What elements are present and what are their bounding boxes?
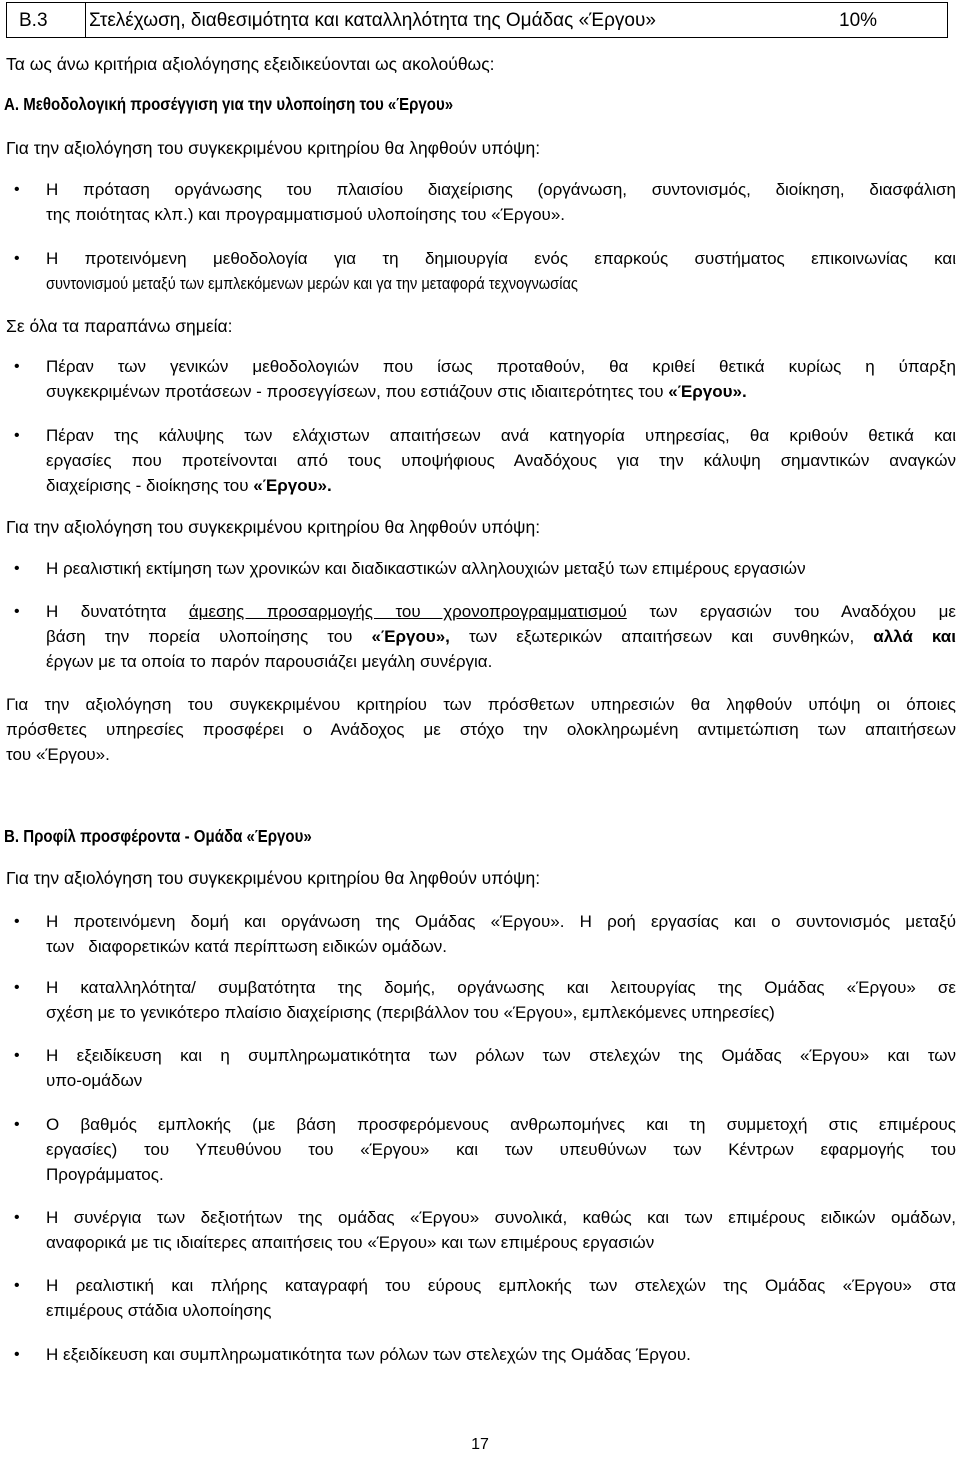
list-item-cont: βάση την πορεία υλοποίησης του «Έργου», των εξωτερικών απαιτήσεων και συνθηκών, αλλά και	[46, 627, 956, 646]
list-item: Η προτεινόμενη δομή και οργάνωση της Ομάδας «Έργου». Η ροή εργασίας και ο συντονισμός μεταξύ	[46, 912, 956, 931]
section-b-heading: Β. Προφίλ προσφέροντα - Ομάδα «Έργου»	[4, 826, 312, 846]
list-item: Η συνέργια των δεξιοτήτων της ομάδας «Έργου» συνολικά, καθώς και των επιμέρους ειδικών ομάδων,	[46, 1208, 956, 1227]
section-a-lead-1: Για την αξιολόγηση του συγκεκριμένου κριτηρίου θα ληφθούν υπόψη:	[6, 138, 541, 158]
bullet: •	[14, 1277, 20, 1294]
bullet: •	[14, 1116, 20, 1133]
bullet: •	[14, 181, 20, 198]
criterion-header-row	[6, 2, 948, 38]
bullet: •	[14, 1209, 20, 1226]
section-a-lead-3: Για την αξιολόγηση του συγκεκριμένου κριτηρίου θα ληφθούν υπόψη:	[6, 517, 541, 537]
list-item-cont: σχέση με το γενικότερο πλαίσιο διαχείρισης (περιβάλλον του «Έργου», εμπλεκόμενες υπηρεσίες)	[46, 1003, 775, 1022]
bullet: •	[14, 1346, 20, 1363]
paragraph-line: του «Έργου».	[6, 745, 110, 764]
list-item: Η εξειδίκευση και η συμπληρωματικότητα των ρόλων των στελεχών της Ομάδας «Έργου» και των	[46, 1046, 956, 1065]
intro-text: Τα ως άνω κριτήρια αξιολόγησης εξειδικεύονται ως ακολούθως:	[6, 54, 495, 74]
list-item: Η δυνατότητα άμεσης προσαρμογής του χρονοπρογραμματισμού των εργασιών του Αναδόχου με	[46, 602, 956, 621]
bullet: •	[14, 979, 20, 996]
list-item: Η ρεαλιστική και πλήρης καταγραφή του εύρους εμπλοκής των στελεχών της Ομάδας «Έργου» στα	[46, 1276, 956, 1295]
bullet: •	[14, 603, 20, 620]
list-item: Η εξειδίκευση και συμπληρωματικότητα των ρόλων των στελεχών της Ομάδας Έργου.	[46, 1345, 691, 1364]
bullet: •	[14, 358, 20, 375]
page-number: 17	[471, 1436, 489, 1453]
list-item-cont: υπο-ομάδων	[46, 1071, 143, 1090]
list-item: Η καταλληλότητα/ συμβατότητα της δομής, οργάνωσης και λειτουργίας της Ομάδας «Έργου» σε	[46, 978, 956, 997]
list-item-cont: αναφορικά με τις ιδιαίτερες απαιτήσεις του «Έργου» και των επιμέρους εργασιών	[46, 1233, 655, 1252]
list-item: Η προτεινόμενη μεθοδολογία για τη δημιουργία ενός επαρκούς συστήματος επικοινωνίας και	[46, 249, 956, 268]
criterion-weight: 10%	[839, 10, 878, 31]
list-item-cont: συγκεκριμένων προτάσεων - προσεγγίσεων, που εστιάζουν στις ιδιαιτερότητες του «Έργου».	[46, 382, 747, 401]
list-item-cont: διαχείρισης - διοίκησης του «Έργου».	[46, 476, 332, 495]
list-item-cont: συντονισμού μεταξύ των εμπλεκόμενων μερών και γα την μεταφορά τεχνογνωσίας	[46, 274, 578, 293]
list-item: Πέραν των γενικών μεθοδολογιών που ίσως προταθούν, θα κριθεί θετικά κυρίως η ύπαρξη	[46, 357, 956, 376]
list-item-cont: εργασίες) του Υπευθύνου του «Έργου» και των υπευθύνων των Κέντρων εφαρμογής του	[46, 1140, 956, 1159]
list-item-cont: έργων με τα οποία το παρόν παρουσιάζει μεγάλη συνέργια.	[46, 652, 493, 671]
bullet: •	[14, 1047, 20, 1064]
paragraph-line: Για την αξιολόγηση του συγκεκριμένου κριτηρίου των πρόσθετων υπηρεσιών θα ληφθούν υπόψη οι όποιες	[6, 695, 956, 714]
list-item: Πέραν της κάλυψης των ελάχιστων απαιτήσεων ανά κατηγορία υπηρεσίας, θα κριθούν θετικά και	[46, 426, 956, 445]
list-item-cont: επιμέρους στάδια υλοποίησης	[46, 1301, 272, 1320]
list-item-cont: Προγράμματος.	[46, 1165, 164, 1184]
list-item: Η ρεαλιστική εκτίμηση των χρονικών και διαδικαστικών αλληλουχιών μεταξύ των επιμέρους εργασιών	[46, 559, 806, 578]
criterion-title: Στελέχωση, διαθεσιμότητα και καταλληλότητα της Ομάδας «Έργου»	[89, 10, 656, 31]
bullet: •	[14, 913, 20, 930]
list-item: Ο βαθμός εμπλοκής (με βάση προσφερόμενους ανθρωπομήνες και τη συμμετοχή στις επιμέρους	[46, 1115, 956, 1134]
list-item-cont: των διαφορετικών κατά περίπτωση ειδικών ομάδων.	[46, 937, 447, 956]
list-item: Η πρόταση οργάνωσης του πλαισίου διαχείρισης (οργάνωση, συντονισμός, διοίκηση, διασφάλιση	[46, 180, 956, 199]
list-item-cont: εργασίες που προτείνονται από τους υποψήφιους Αναδόχους για την κάλυψη σημαντικών αναγκών	[46, 451, 956, 470]
section-a-lead-2: Σε όλα τα παραπάνω σημεία:	[6, 316, 233, 336]
list-item-cont: της ποιότητας κλπ.) και προγραμματισμού υλοποίησης του «Έργου».	[46, 205, 566, 224]
bullet: •	[14, 427, 20, 444]
section-b-lead: Για την αξιολόγηση του συγκεκριμένου κριτηρίου θα ληφθούν υπόψη:	[6, 868, 541, 888]
bullet: •	[14, 250, 20, 267]
bullet: •	[14, 560, 20, 577]
section-a-heading: Α. Μεθοδολογική προσέγγιση για την υλοποίηση του «Έργου»	[4, 94, 454, 114]
criterion-code: B.3	[19, 10, 48, 31]
paragraph-line: πρόσθετες υπηρεσίες προσφέρει ο Ανάδοχος με στόχο την ολοκληρωμένη αντιμετώπιση των απαιτήσεων	[6, 720, 956, 739]
